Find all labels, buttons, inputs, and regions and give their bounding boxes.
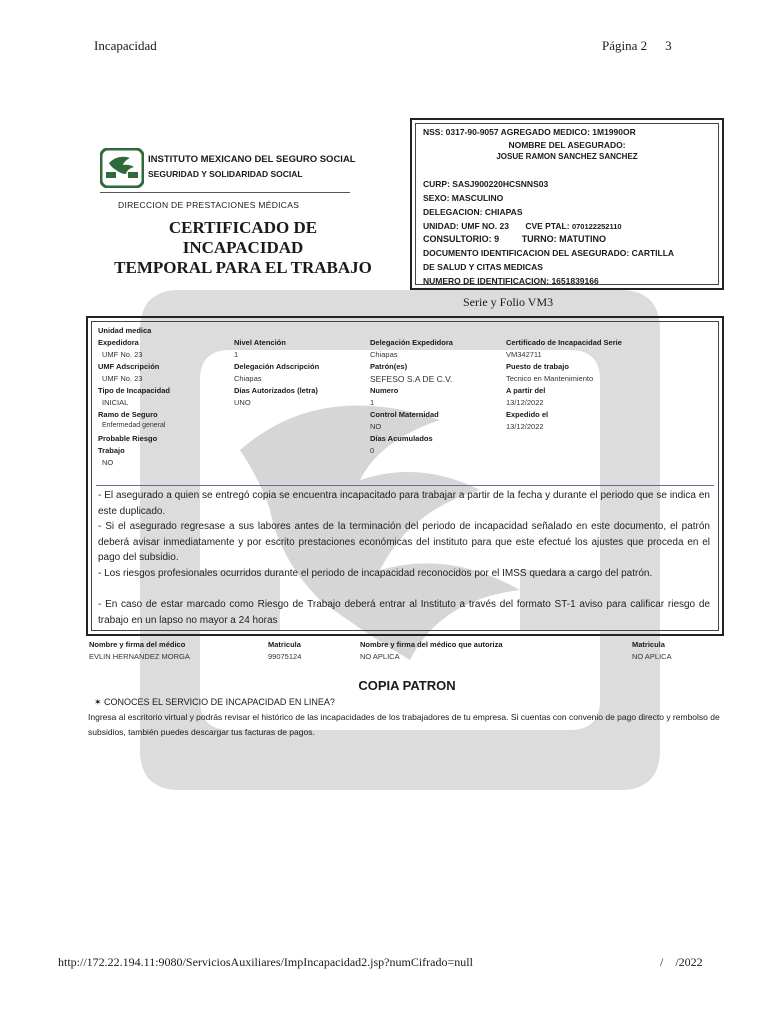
- unidad-line: [423, 221, 622, 231]
- delegacion-expedidora-value: Chiapas: [370, 350, 398, 359]
- page-number: [602, 38, 672, 54]
- certificado-serie-value: VM342711: [506, 350, 542, 359]
- a-partir-label: A partir del: [506, 386, 546, 395]
- footer-date: / /2022: [660, 955, 703, 969]
- sexo: SEXO: MASCULINO: [423, 193, 504, 203]
- certificate-title-line2: TEMPORAL PARA EL TRABAJO: [114, 258, 372, 277]
- delegacion-expedidora-label: Delegación Expedidora: [370, 338, 453, 347]
- puesto-trabajo-label: Puesto de trabajo: [506, 362, 569, 371]
- certificate-title: [112, 218, 374, 278]
- delegacion-adscripcion-label: Delegación Adscripción: [234, 362, 320, 371]
- unidad: UNIDAD: UMF NO. 23: [423, 221, 509, 231]
- expedidora-label: Expedidora: [98, 338, 139, 347]
- consultorio-line: [423, 234, 606, 244]
- trabajo-label: Trabajo: [98, 446, 125, 455]
- numero-label: Numero: [370, 386, 399, 395]
- notice-paragraph: - Los riesgos profesionales ocurridos durante el periodo de incapacidad reconocidos por el IMSS quedara a cargo del patrón.: [98, 568, 653, 579]
- numero-value: 1: [370, 398, 375, 407]
- ramo-seguro-label: Ramo de Seguro: [98, 410, 158, 419]
- consultorio: CONSULTORIO: 9: [423, 234, 500, 244]
- page-header-title: Incapacidad: [94, 38, 157, 53]
- insured-info-inner: [415, 123, 719, 285]
- matricula-value: 99075124: [268, 652, 302, 661]
- nivel-atencion-label: Nivel Atención: [234, 338, 286, 347]
- institution-name-block: [148, 153, 356, 181]
- delegacion-adscripcion-value: Chiapas: [234, 374, 262, 383]
- serie-folio: Serie y Folio VM3: [463, 295, 554, 309]
- expedido-value: 13/12/2022: [506, 422, 544, 431]
- expedido-label: Expedido el: [506, 410, 549, 419]
- notice-divider: [96, 485, 714, 486]
- dias-acumulados-label: Días Acumulados: [370, 434, 433, 443]
- dias-autorizados-value: UNO: [234, 398, 251, 407]
- curp: CURP: SASJ900220HCSNNS03: [423, 179, 549, 189]
- patron-value: SEFESO S.A DE C.V.: [370, 374, 453, 384]
- notice-paragraph: - El asegurado a quien se entregó copia se encuentra incapacitado para trabajar a partir de la fecha y durante el periodo que se indica en este duplicado.: [98, 490, 710, 517]
- copia-patron-heading: COPIA PATRON: [358, 678, 456, 693]
- institution-divider: [100, 192, 350, 193]
- patron-label: Patrón(es): [370, 362, 408, 371]
- servicio-en-linea-text: Ingresa al escritorio virtual y podrás revisar el histórico de las incapacidades de los trabajadores de tu empresa. Si cuentas con convenio de pago directo y rembolso de subsidios, también puedes descargar tus facturas de pagos.: [88, 712, 720, 737]
- certificate-title-line1: CERTIFICADO DE INCAPACIDAD: [168, 218, 318, 257]
- institution-name: INSTITUTO MEXICANO DEL SEGURO SOCIAL: [148, 154, 356, 165]
- certificado-serie-label: Certificado de Incapacidad Serie: [506, 338, 622, 347]
- nss-line: NSS: 0317-90-9057 AGREGADO MEDICO: 1M1990OR: [423, 127, 636, 137]
- numero-identificacion: NUMERO DE IDENTIFICACION: 1651839166: [423, 276, 599, 286]
- nivel-atencion-value: 1: [234, 350, 239, 359]
- insured-info-box: [410, 118, 724, 290]
- medico-value: EVLIN HERNANDEZ MORGA: [89, 652, 190, 661]
- certificate-data-box: [86, 316, 724, 636]
- probable-riesgo-value: NO: [102, 458, 114, 467]
- dias-autorizados-label: Días Autorizados (letra): [234, 386, 318, 395]
- page-label: Página 2: [602, 38, 648, 53]
- page-total: 3: [665, 38, 672, 53]
- puesto-trabajo-value: Tecnico en Mantenimiento: [506, 374, 594, 383]
- a-partir-value: 13/12/2022: [506, 398, 544, 407]
- certificate-data-inner: [91, 321, 719, 631]
- tipo-incapacidad-value: INICIAL: [102, 398, 129, 407]
- turno: TURNO: MATUTINO: [521, 234, 607, 244]
- medico-autoriza-value: NO APLICA: [360, 652, 400, 661]
- department-name: DIRECCION DE PRESTACIONES MÉDICAS: [118, 200, 300, 210]
- institution-tagline: SEGURIDAD Y SOLIDARIDAD SOCIAL: [148, 169, 303, 179]
- control-maternidad-label: Control Maternidad: [370, 410, 439, 419]
- cve-ptal-label: CVE PTAL:: [525, 221, 570, 231]
- documento-line1: DOCUMENTO IDENTIFICACION DEL ASEGURADO: CARTILLA: [423, 248, 675, 258]
- notice-paragraph: - Si el asegurado regresase a sus labores antes de la terminación del periodo de incapacidad señalado en este documento, el patrón deberá avisar inmediatamente y por escrito prestaciones económicas del instituto para que este efectué los ajustes que proceda en el pago del subsidio.: [98, 521, 710, 564]
- medico-label: Nombre y firma del médico: [89, 640, 186, 649]
- servicio-en-linea-heading: ✶ CONOCES EL SERVICIO DE INCAPACIDAD EN LINEA?: [94, 697, 335, 707]
- unidad-medica-label: Unidad medica: [98, 326, 152, 335]
- cve-ptal: 070122252110: [571, 222, 622, 231]
- ramo-seguro-value: Enfermedad general: [102, 422, 166, 429]
- expedidora-value: UMF No. 23: [102, 350, 143, 359]
- umf-adscripcion-label: UMF Adscripción: [98, 362, 160, 371]
- insured-name: JOSUE RAMON SANCHEZ SANCHEZ: [496, 152, 638, 161]
- delegacion: DELEGACION: CHIAPAS: [423, 207, 523, 217]
- medico-autoriza-label: Nombre y firma del médico que autoriza: [360, 640, 503, 649]
- probable-riesgo-label: Probable Riesgo: [98, 434, 158, 443]
- documento-line2: DE SALUD Y CITAS MEDICAS: [423, 262, 543, 272]
- dias-acumulados-value: 0: [370, 446, 375, 455]
- matricula-label: Matricula: [268, 640, 301, 649]
- control-maternidad-value: NO: [370, 422, 382, 431]
- matricula-autoriza-label: Matricula: [632, 640, 665, 649]
- imss-logo: [100, 148, 144, 188]
- insured-name-label: NOMBRE DEL ASEGURADO:: [508, 140, 626, 150]
- tipo-incapacidad-label: Tipo de Incapacidad: [98, 386, 170, 395]
- umf-adscripcion-value: UMF No. 23: [102, 374, 143, 383]
- matricula-autoriza-value: NO APLICA: [632, 652, 672, 661]
- notice-paragraph: - En caso de estar marcado como Riesgo de Trabajo deberá entrar al Instituto a través del formato ST-1 aviso para calificar riesgo de trabajo en un lapso no mayor a 24 horas: [98, 599, 710, 626]
- footer-url: http://172.22.194.11:9080/ServiciosAuxiliares/ImpIncapacidad2.jsp?numCifrado=null: [58, 955, 473, 969]
